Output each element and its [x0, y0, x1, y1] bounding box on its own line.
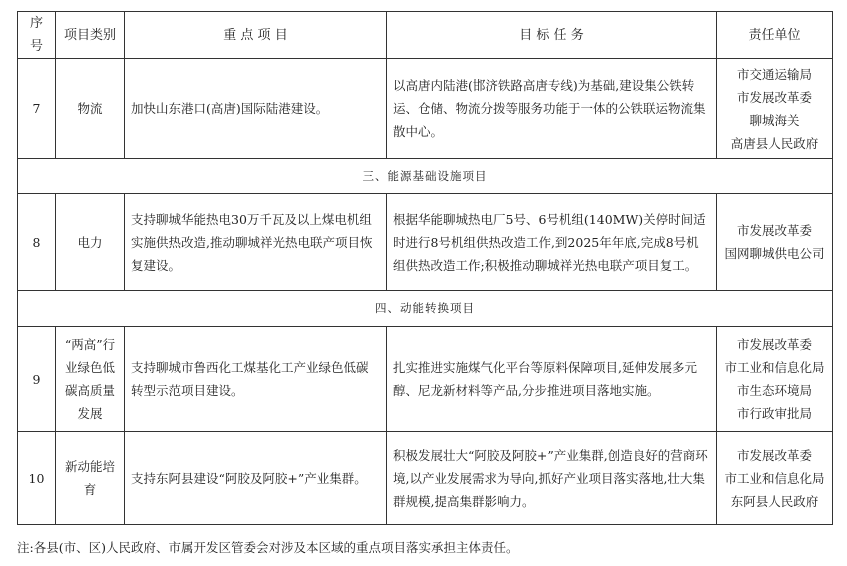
key-projects-table	[17, 11, 833, 525]
row-category: 新动能培育	[56, 432, 125, 525]
header-project: 重 点 项 目	[125, 12, 387, 59]
row-category: 物流	[56, 59, 125, 159]
row-project: 加快山东港口(高唐)国际陆港建设。	[125, 59, 387, 159]
unit: 东阿县人民政府	[730, 493, 819, 509]
row-units	[717, 194, 833, 291]
section-title: 三、能源基础设施项目	[18, 159, 833, 194]
row-units	[717, 432, 833, 525]
section-row	[18, 291, 833, 327]
unit: 市交通运输局	[736, 66, 812, 82]
row-no: 8	[18, 194, 56, 291]
header-category: 项目类别	[56, 12, 125, 59]
table-row	[18, 59, 833, 159]
row-project: 支持聊城市鲁西化工煤基化工产业绿色低碳转型示范项目建设。	[125, 327, 387, 432]
header-no: 序号	[18, 12, 56, 59]
table-row	[18, 327, 833, 432]
row-units	[717, 327, 833, 432]
unit: 市工业和信息化局	[724, 470, 825, 486]
section-title: 四、动能转换项目	[18, 291, 833, 327]
footnote: 注:各县(市、区)人民政府、市属开发区管委会对涉及本区域的重点项目落实承担主体责任。	[17, 540, 519, 555]
row-task: 根据华能聊城热电厂5号、6号机组(140MW)关停时间适时进行8号机组供热改造工作,到2025年年底,完成8号机组供热改造工作;积极推动聊城祥光热电联产项目复工。	[387, 194, 717, 291]
header-task: 目 标 任 务	[387, 12, 717, 59]
table-row	[18, 194, 833, 291]
unit: 国网聊城供电公司	[724, 246, 825, 261]
row-task: 扎实推进实施煤气化平台等原料保障项目,延伸发展多元醇、尼龙新材料等产品,分步推进项目落地实施。	[387, 327, 717, 432]
row-task: 积极发展壮大“阿胶及阿胶+”产业集群,创造良好的营商环境,以产业发展需求为导向,抓好产业项目落实落地,壮大集群规模,提高集群影响力。	[387, 432, 717, 525]
row-units	[717, 59, 833, 159]
table-header-row	[18, 12, 833, 59]
unit: 市生态环境局	[736, 383, 812, 398]
unit: 市发展改革委	[736, 337, 812, 352]
unit: 市工业和信息化局	[724, 360, 825, 375]
unit: 市行政审批局	[736, 406, 812, 421]
unit: 聊城海关	[749, 112, 800, 128]
unit: 高唐县人民政府	[730, 135, 819, 151]
row-no: 7	[18, 59, 56, 159]
unit: 市发展改革委	[736, 223, 812, 238]
section-row	[18, 159, 833, 194]
table-row	[18, 432, 833, 525]
row-category: 电力	[56, 194, 125, 291]
row-task: 以高唐内陆港(邯济铁路高唐专线)为基础,建设集公铁转运、仓储、物流分拨等服务功能于一体的公铁联运物流集散中心。	[387, 59, 717, 159]
row-no: 9	[18, 327, 56, 432]
row-no: 10	[18, 432, 56, 525]
unit: 市发展改革委	[736, 89, 812, 105]
row-project: 支持聊城华能热电30万千瓦及以上煤电机组实施供热改造,推动聊城祥光热电联产项目恢复建设。	[125, 194, 387, 291]
header-unit: 责任单位	[717, 12, 833, 59]
row-project: 支持东阿县建设“阿胶及阿胶+”产业集群。	[125, 432, 387, 525]
unit: 市发展改革委	[736, 447, 812, 463]
row-category: “两高”行业绿色低碳高质量发展	[56, 327, 125, 432]
